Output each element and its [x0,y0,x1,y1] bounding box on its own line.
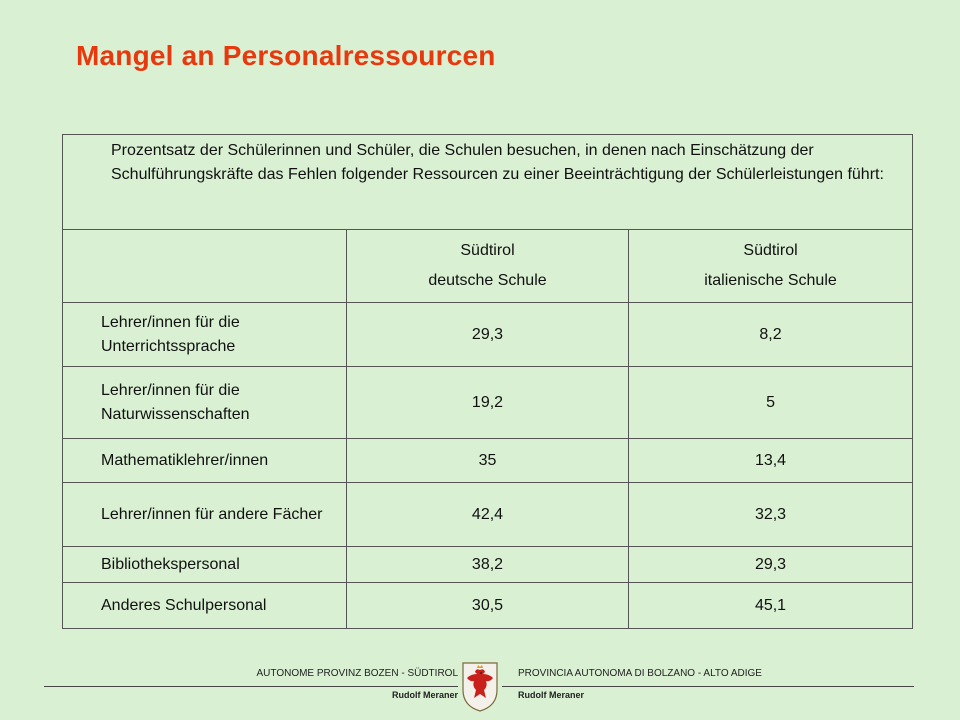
row-label: Anderes Schulpersonal [63,583,347,629]
footer-divider-left [44,686,458,687]
footer-divider-right [502,686,914,687]
intro-row [63,135,913,230]
footer-province-it: PROVINCIA AUTONOMA DI BOLZANO - ALTO ADIGE [518,668,762,679]
header-col-de-region: Südtirol [460,242,515,259]
footer-province-de: AUTONOME PROVINZ BOZEN - SÜDTIROL [256,668,458,679]
value-it: 13,4 [629,439,913,483]
footer-author-left: Rudolf Meraner [391,690,458,700]
row-label: Lehrer/innen für die Naturwissenschaften [63,367,347,439]
value-it: 45,1 [629,583,913,629]
value-it: 32,3 [629,483,913,547]
header-col-it-school: italienische Schule [704,272,837,289]
table-row [63,367,913,439]
row-label: Lehrer/innen für andere Fächer [63,483,347,547]
value-it: 5 [629,367,913,439]
header-col-it-region: Südtirol [743,242,798,259]
value-de: 29,3 [347,303,629,367]
header-col-de-school: deutsche Schule [428,272,547,289]
table-row [63,547,913,583]
footer-author-right: Rudolf Meraner [518,690,585,700]
header-empty-cell [63,230,347,303]
table-row [63,483,913,547]
resources-table [62,134,913,629]
header-row [63,230,913,303]
value-it: 29,3 [629,547,913,583]
value-de: 19,2 [347,367,629,439]
value-de: 42,4 [347,483,629,547]
row-label: Mathematiklehrer/innen [63,439,347,483]
intro-text: Prozentsatz der Schülerinnen und Schüler, die Schulen besuchen, in denen nach Einschätzung der Schulführungskräfte das Fehlen folgender Ressourcen zu einer Beeinträchtigung der Schülerleistungen führt: [111,142,884,183]
table-row [63,303,913,367]
table-row [63,439,913,483]
value-de: 35 [347,439,629,483]
row-label: Bibliothekspersonal [63,547,347,583]
header-col-it [629,230,913,303]
value-de: 30,5 [347,583,629,629]
value-de: 38,2 [347,547,629,583]
intro-cell [63,135,913,230]
value-it: 8,2 [629,303,913,367]
header-col-de [347,230,629,303]
eagle-crest-icon [460,660,500,712]
page-title: Mangel an Personalressourcen [76,40,496,71]
row-label: Lehrer/innen für die Unterrichtssprache [63,303,347,367]
table-row [63,583,913,629]
footer [0,660,960,720]
